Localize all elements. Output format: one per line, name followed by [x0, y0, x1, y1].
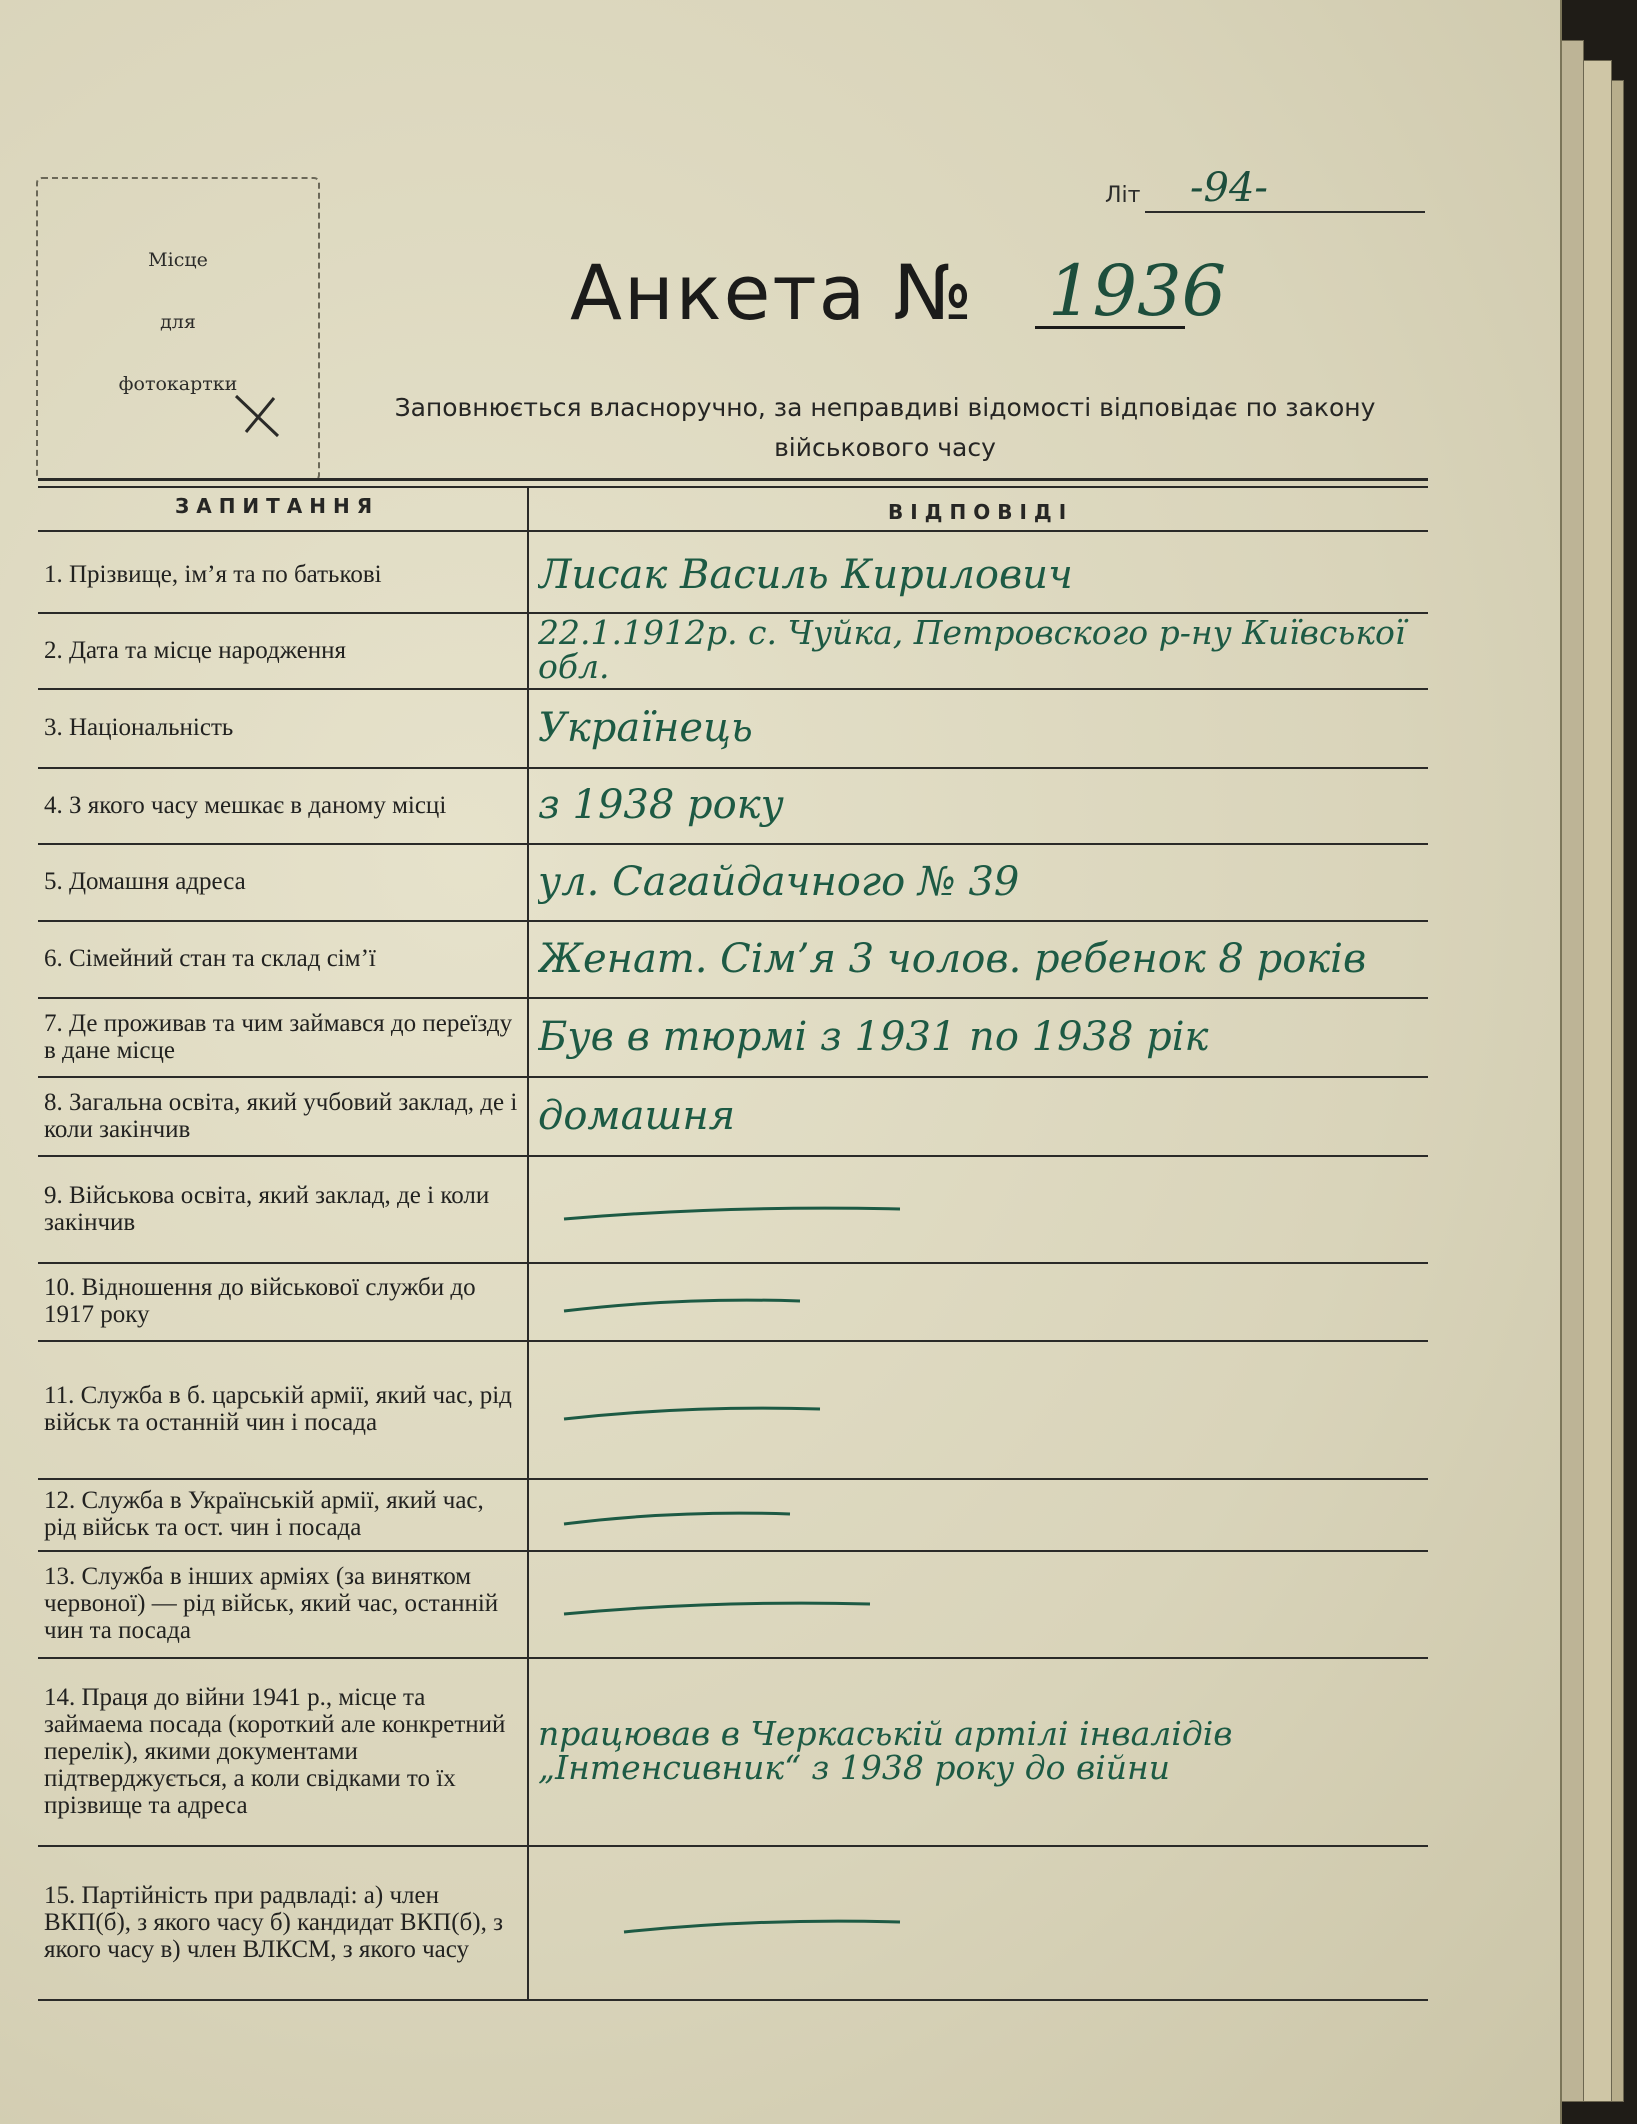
question-text: 3. Національність: [44, 714, 234, 741]
form-subtitle: Заповнюється власноручно, за неправдиві відомості відповідає по закону військового часу: [394, 393, 1376, 462]
question-cell: [38, 688, 526, 767]
question-cell: [38, 997, 526, 1076]
question-cell: [38, 843, 526, 920]
top-rule: [38, 478, 1428, 481]
lit-field: [1105, 165, 1425, 213]
form-number-line: [1035, 326, 1185, 329]
column-divider: [527, 487, 529, 1999]
question-text: 9. Військова освіта, який заклад, де і коли закінчив: [44, 1181, 490, 1236]
table-row: [38, 688, 1428, 769]
photo-label-1: Місце: [148, 249, 208, 271]
table-row: [38, 1550, 1428, 1659]
question-text: 6. Сімейний стан та склад сім’ї: [44, 945, 376, 972]
answer-cell: працював в Черкаській артілі інвалідів „Інтенсивник“ з 1938 року до війни: [538, 1714, 1233, 1787]
table-row: [38, 537, 1428, 614]
table-row: [38, 1340, 1428, 1480]
table-row: [38, 612, 1428, 690]
question-text: 13. Служба в інших арміях (за винятком червоної) — рід військ, який час, останній чин та посада: [44, 1563, 499, 1644]
photo-label-2: для: [160, 311, 196, 333]
table-row: [38, 997, 1428, 1078]
table-row: [38, 767, 1428, 845]
question-cell: [38, 767, 526, 843]
question-cell: [38, 1845, 526, 1999]
question-cell: [38, 1262, 526, 1340]
table-row: [38, 1478, 1428, 1552]
question-cell: [38, 537, 526, 612]
header-rule: [38, 530, 1428, 532]
answer-cell: Українець: [538, 704, 753, 751]
answer-cell: Лисак Василь Кирилович: [538, 551, 1073, 598]
table-row: [38, 1076, 1428, 1157]
question-cell: [38, 1076, 526, 1155]
answer-cell: домашня: [538, 1092, 736, 1139]
answer-cell: 22.1.1912р. с. Чуйка, Петровского р-ну Київської обл.: [538, 613, 1406, 686]
table-row: [38, 920, 1428, 999]
question-text: 5. Домашня адреса: [44, 868, 246, 895]
question-cell: [38, 1657, 526, 1845]
column-header-questions: ЗАПИТАННЯ: [175, 494, 380, 518]
question-text: 15. Партійність при радвладі: а) член ВКП(б), з якого часу б) кандидат ВКП(б), з якого часу в) член ВЛКСМ, з якого часу: [44, 1881, 503, 1963]
lit-label: Літ: [1105, 183, 1141, 208]
form-title: Анкета №: [570, 248, 975, 337]
question-text: 11. Служба в б. царській армії, який час, рід військ та останній чин і посада: [44, 1382, 512, 1436]
handwritten-dash: [620, 1914, 920, 1936]
answer-cell: з 1938 року: [538, 782, 784, 828]
question-cell: [38, 1550, 526, 1657]
table-row: [38, 843, 1428, 922]
question-text: 10. Відношення до військової служби до 1917 року: [44, 1274, 476, 1328]
question-cell: [38, 1340, 526, 1478]
answer-cell: ул. Сагайдачного № 39: [538, 858, 1020, 905]
answer-cell: Женат. Сім’я 3 чолов. ребенок 8 років: [538, 935, 1367, 982]
table-row: [38, 1845, 1428, 2001]
table-row: [38, 1262, 1428, 1342]
top-rule-2: [38, 486, 1428, 488]
question-text: 4. З якого часу мешкає в даному місці: [44, 791, 447, 819]
question-cell: [38, 612, 526, 688]
column-header-answers: ВІДПОВІДІ: [888, 500, 1074, 524]
question-text: 12. Служба в Українській армії, який час, рід військ та ост. чин і посада: [44, 1487, 484, 1541]
question-cell: [38, 920, 526, 997]
question-text: 7. Де проживав та чим займався до переїзду в дане місце: [44, 1009, 513, 1064]
handwritten-dash: [560, 1401, 840, 1423]
answer-cell: Був в тюрмі з 1931 по 1938 рік: [538, 1013, 1209, 1060]
question-text: 2. Дата та місце народження: [44, 636, 347, 664]
handwritten-dash: [560, 1293, 820, 1315]
question-text: 1. Прізвище, ім’я та по батькові: [44, 561, 382, 588]
handwritten-cross-mark: [228, 392, 288, 442]
form-number: 1936: [1048, 250, 1227, 332]
table-row: [38, 1657, 1428, 1847]
handwritten-dash: [560, 1201, 920, 1223]
question-text: 8. Загальна освіта, який учбовий заклад, де і коли закінчив: [44, 1088, 518, 1143]
table-row: [38, 1155, 1428, 1264]
photo-label-3: фотокартки: [118, 373, 238, 395]
question-cell: [38, 1478, 526, 1550]
handwritten-dash: [560, 1596, 890, 1618]
lit-value: -94-: [1190, 165, 1268, 211]
handwritten-dash: [560, 1506, 810, 1528]
question-text: 14. Праця до війни 1941 р., місце та займаема посада (короткий але конкретний перелік), якими документами підтверджується, а коли свідками то їх прізвище та адреса: [44, 1683, 506, 1819]
question-cell: [38, 1155, 526, 1262]
